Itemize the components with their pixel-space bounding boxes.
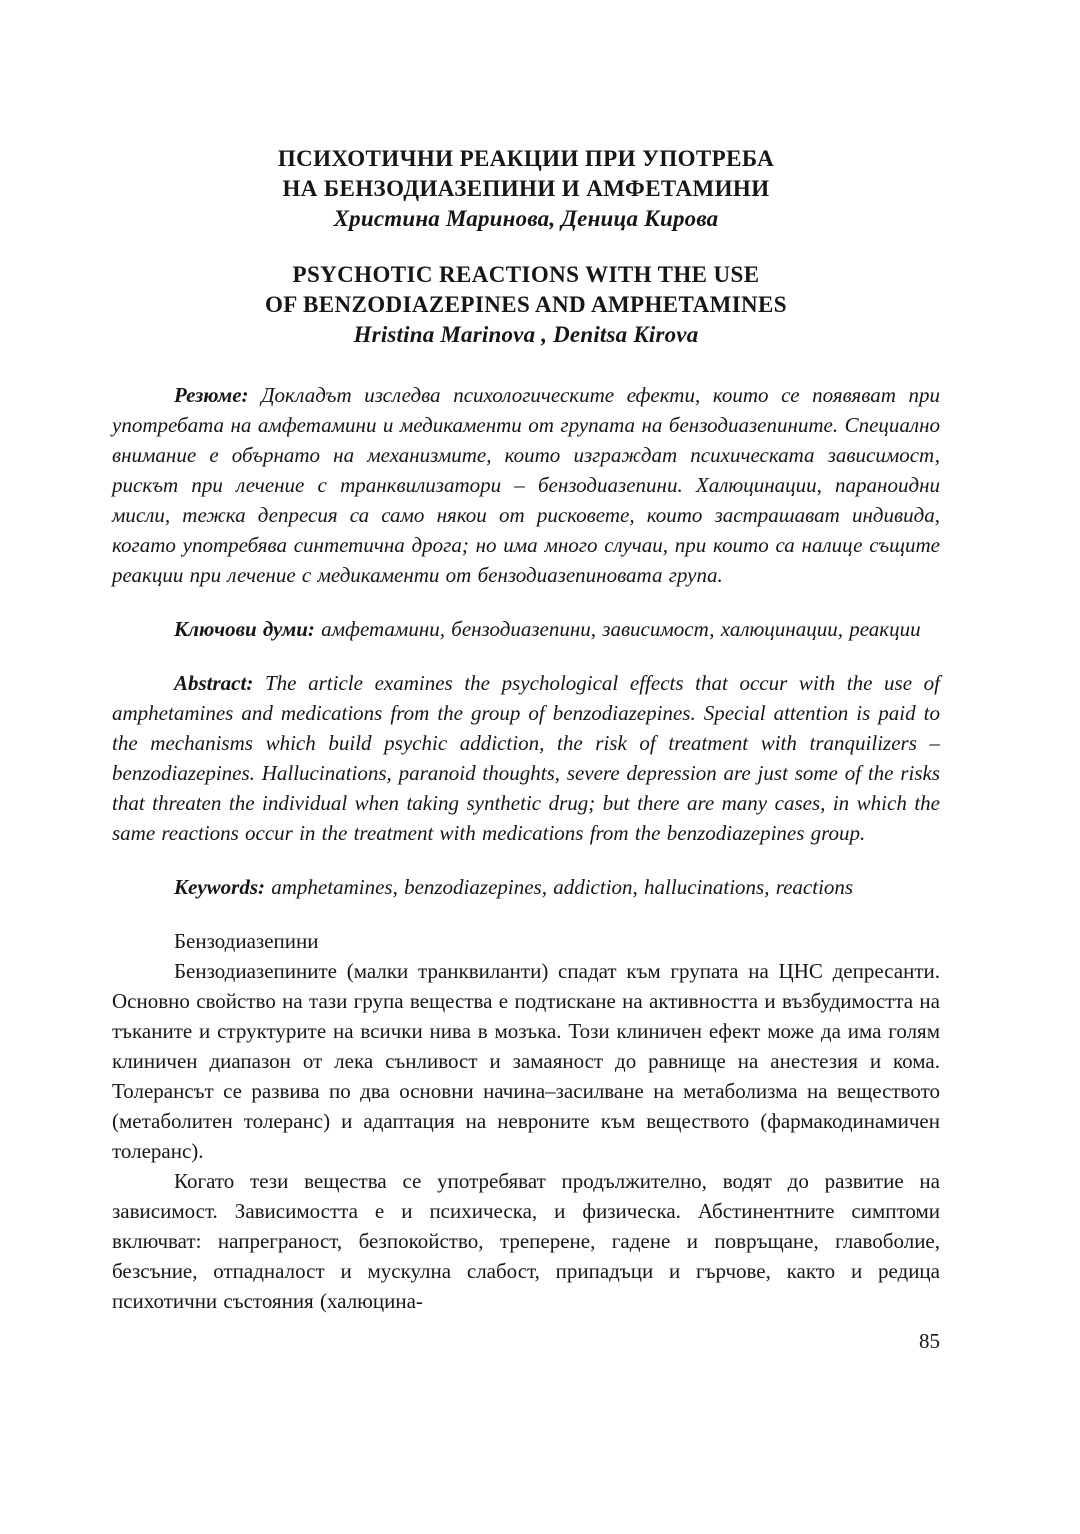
abstract-en-text: The article examines the psychological effects that occur with the use of amphetamines and medications from the group of benzodiazepines. Special attention is paid to the mechanisms which build psychic addiction, the risk of treatment with tranquilizers – benzodiazepines. Hallucinations, paranoid thoughts, severe depression are just some of the risks that threaten the individual when taking synthetic drug; but there are many cases, in which the same reactions occur in the treatment with medications from the benzodiazepines group. <box>112 671 940 845</box>
abstract-bg-text: Докладът изследва психологическите ефекти, които се появяват при употребата на амфетамини и медикаменти от групата на бензодиазепините. Специално внимание е обърнато на механизмите, които изграждат психическата зависимост, рискът при лечение с транквилизатори – бензодиазепини. Халюцинации, параноидни мисли, тежка депресия са само някои от рисковете, които застрашават индивида, когато употребява синтетична дрога; но има много случаи, при които са налице същите реакции при лечение с медикаменти от бензодиазепиновата група. <box>112 383 941 587</box>
abstract-en-label: Abstract: <box>174 671 254 695</box>
abstract-bg-label: Резюме: <box>174 383 249 407</box>
body-paragraph-2: Когато тези вещества се употребяват продължително, водят до развитие на зависимост. Зависимостта е и психическа, и физическа. Абстинентните симптоми включват: напреграност, безпокойство, треперене, гадене и повръщане, главоболие, безсъние, отпадналост и мускулна слабост, припадъци и гърчове, както и редица психотични състояния (халюцина- <box>112 1169 940 1313</box>
en-title-block <box>112 260 940 350</box>
paper-title-bg-line1: ПСИХОТИЧНИ РЕАКЦИИ ПРИ УПОТРЕБА <box>277 146 775 171</box>
page-number: 85 <box>919 1329 940 1353</box>
keywords-en-label: Keywords: <box>174 875 265 899</box>
abstract-bg-paragraph <box>112 380 940 590</box>
paper-title-bg-line2: НА БЕНЗОДИАЗЕПИНИ И АМФЕТАМИНИ <box>282 176 770 201</box>
keywords-bg-label: Ключови думи: <box>174 617 315 641</box>
keywords-en-text: amphetamines, benzodiazepines, addiction, hallucinations, reactions <box>271 875 854 899</box>
bg-title-block <box>112 144 940 234</box>
keywords-bg-paragraph <box>112 614 940 644</box>
abstract-en-paragraph <box>112 668 940 848</box>
body-paragraph-1: Бензодиазепините (малки транквиланти) спадат към групата на ЦНС депресанти. Основно свойство на тази група вещества е подтискане на активността и възбудимостта на тъканите и структурите на всички нива в мозъка. Този клиничен ефект може да има голям клиничен диапазон от лека сънливост и замаяност до равнище на анестезия и кома. Толерансът се развива по два основни начина–засилване на метаболизма на веществото (метаболитен толеранс) и адаптация на невроните към веществото (фармакодинамичен толеранс). <box>112 959 940 1163</box>
section-heading: Бензодиазепини <box>174 929 319 953</box>
keywords-en-paragraph <box>112 872 940 902</box>
paper-title-en-line1: PSYCHOTIC REACTIONS WITH THE USE <box>292 262 760 287</box>
authors-en: Hristina Marinova , Denitsa Kirova <box>353 322 699 347</box>
authors-bg: Христина Маринова, Деница Кирова <box>333 206 719 231</box>
paper-title-en-line2: OF BENZODIAZEPINES AND AMPHETAMINES <box>265 292 787 317</box>
keywords-bg-text: амфетамини, бензодиазепини, зависимост, халюцинации, реакции <box>321 617 921 641</box>
